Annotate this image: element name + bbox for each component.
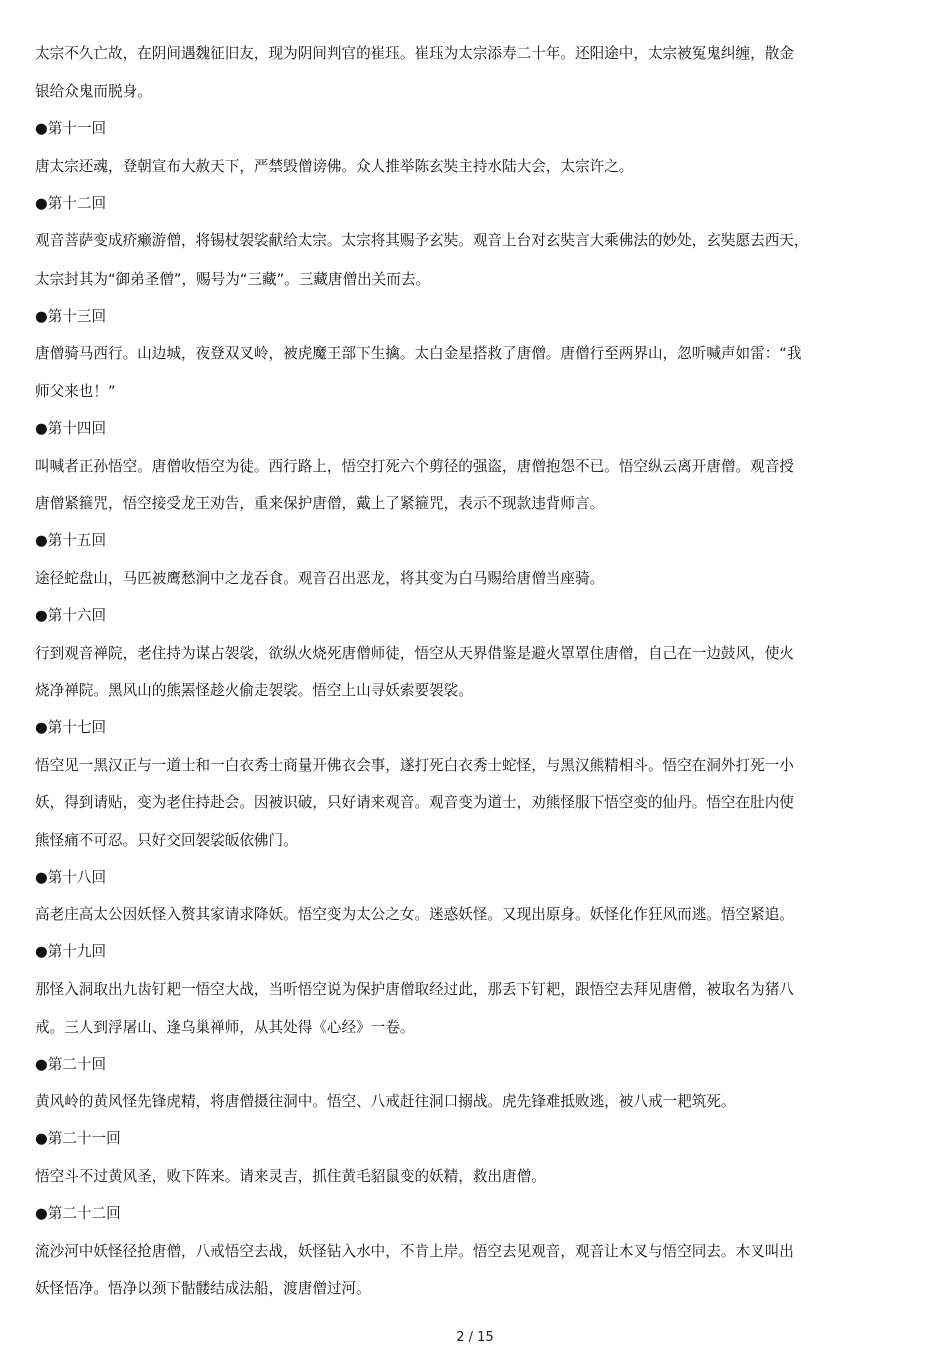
paragraph-line: 妖，得到请贴，变为老住持赴会。因被识破，只好请来观音。观音变为道士，劝熊怪服下悟空变的仙丹。悟空在肚内使: [35, 794, 794, 811]
paragraph-line: 那怪入洞取出九齿钉耙一悟空大战，当听悟空说为保护唐僧取经过此，那丢下钉耙，跟悟空去拜见唐僧，被取名为猪八: [35, 981, 794, 998]
paragraph-line: 太宗不久亡故，在阴间遇魏征旧友，现为阴间判官的崔珏。崔珏为太宗添寿二十年。还阳途中，太宗被冤鬼纠缠，散金: [35, 45, 794, 62]
paragraph-line: 流沙河中妖怪径抢唐僧，八戒悟空去战，妖怪钻入水中，不肯上岸。悟空去见观音，观音让木叉与悟空同去。木叉叫出: [35, 1243, 794, 1260]
paragraph-line: 妖怪悟净。悟净以颈下骷髅结成法船，渡唐僧过河。: [35, 1280, 371, 1297]
paragraph-line: 途径蛇盘山，马匹被鹰愁涧中之龙吞食。观音召出恶龙，将其变为白马赐给唐僧当座骑。: [35, 570, 605, 587]
paragraph-line: 唐僧紧箍咒，悟空接受龙王劝告，重来保护唐僧，戴上了紧箍咒，表示不现款违背师言。: [35, 495, 605, 512]
chapter-heading: ●第十四回: [35, 420, 107, 437]
chapter-heading: ●第二十回: [35, 1056, 107, 1073]
chapter-heading: ●第十八回: [35, 869, 107, 886]
chapter-heading: ●第十五回: [35, 532, 107, 549]
paragraph-line: 唐太宗还魂，登朝宣布大赦天下，严禁毁僧谤佛。众人推举陈玄奘主持水陆大会，太宗许之。: [35, 158, 634, 175]
paragraph-line: 太宗封其为“御弟圣僧”，赐号为“三藏”。三藏唐僧出关而去。: [35, 271, 431, 288]
paragraph-line: 熊怪痛不可忍。只好交回袈裟皈依佛门。: [35, 832, 298, 849]
chapter-heading: ●第十六回: [35, 607, 107, 624]
paragraph-line: 师父来也！”: [35, 383, 116, 400]
chapter-heading: ●第十三回: [35, 308, 107, 325]
chapter-heading: ●第十二回: [35, 195, 107, 212]
page-number: 2 / 15: [456, 1330, 494, 1345]
chapter-heading: ●第十九回: [35, 943, 107, 960]
paragraph-line: 行到观音禅院，老住持为谋占袈裟，欲纵火烧死唐僧师徒，悟空从天界借鉴是避火罩罩住唐僧，自己在一边鼓风，使火: [35, 645, 794, 662]
chapter-heading: ●第二十二回: [35, 1205, 121, 1222]
paragraph-line: 悟空斗不过黄风圣，败下阵来。请来灵吉，抓住黄毛貂鼠变的妖精，救出唐僧。: [35, 1168, 546, 1185]
paragraph-line: 高老庄高太公因妖怪入赘其家请求降妖。悟空变为太公之女。迷惑妖怪。又现出原身。妖怪化作狂风而逃。悟空紧追。: [35, 906, 794, 923]
chapter-heading: ●第十一回: [35, 120, 107, 137]
paragraph-line: 戒。三人到浮屠山、逢乌巢禅师，从其处得《心经》一卷。: [35, 1019, 415, 1036]
paragraph-line: 叫喊者正孙悟空。唐僧收悟空为徒。西行路上，悟空打死六个剪径的强盗，唐僧抱怨不已。悟空纵云离开唐僧。观音授: [35, 458, 794, 475]
paragraph-line: 观音菩萨变成疥癞游僧，将锡杖袈裟献给太宗。太宗将其赐予玄奘。观音上台对玄奘言大乘佛法的妙处，玄奘愿去西天，: [35, 232, 809, 249]
chapter-heading: ●第二十一回: [35, 1130, 121, 1147]
chapter-heading: ●第十七回: [35, 719, 107, 736]
paragraph-line: 黄风岭的黄风怪先锋虎精，将唐僧摄往洞中。悟空、八戒赶往洞口搦战。虎先锋难抵败逃，被八戒一耙筑死。: [35, 1093, 736, 1110]
paragraph-line: 烧净禅院。黑风山的熊罴怪趁火偷走袈裟。悟空上山寻妖索要袈裟。: [35, 682, 473, 699]
paragraph-line: 悟空见一黑汉正与一道士和一白衣秀士商量开佛衣会事，遂打死白衣秀士蛇怪，与黑汉熊精相斗。悟空在洞外打死一小: [35, 757, 794, 774]
paragraph-line: 唐僧骑马西行。山边城，夜登双叉岭，被虎魔王部下生擒。太白金星搭救了唐僧。唐僧行至两界山，忽听喊声如雷：“我: [35, 345, 802, 362]
paragraph-line: 银给众鬼而脱身。: [35, 83, 152, 100]
